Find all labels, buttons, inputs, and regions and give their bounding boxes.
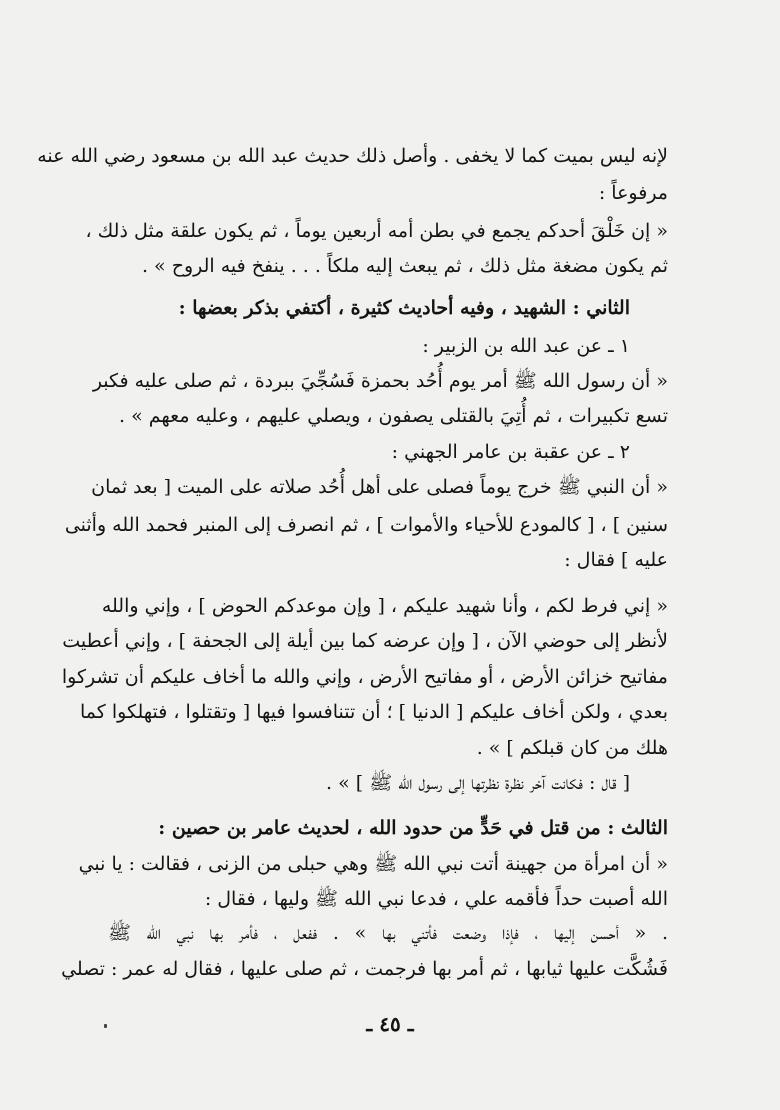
text-line: مرفوعاً : bbox=[598, 182, 668, 204]
section-heading-second: الثاني : الشهيد ، وفيه أحاديث كثيرة ، أكتفي بذكر بعضها : bbox=[178, 297, 630, 319]
scan-speck bbox=[104, 1024, 107, 1028]
text-line: « أن رسول الله ﷺ أمر يوم أُحُد بحمزة فَسُجِّيَ ببردة ، ثم صلى عليه فكبر bbox=[92, 370, 668, 392]
text-line: سنين ] ، [ كالمودع للأحياء والأموات ] ، ثم انصرف إلى المنبر فحمد الله وأثنى bbox=[64, 514, 668, 536]
page-number: ـ ٤٥ ـ bbox=[366, 1012, 414, 1036]
text-line: . « أحسن إليها ، فإذا وضعت فأتني بها » . ففعل ، فأمر بها نبي الله ﷺ bbox=[108, 922, 668, 944]
text-line: الله أصبت حداً فأقمه علي ، فدعا نبي الله ﷺ وليها ، فقال : bbox=[204, 888, 668, 910]
text-line: « أن امرأة من جهينة أتت نبي الله ﷺ وهي حبلى من الزنى ، فقالت : يا نبي bbox=[78, 853, 668, 875]
text-line: ١ ـ عن عبد الله بن الزبير : bbox=[422, 335, 630, 357]
text-line: هلك من كان قبلكم ] » . bbox=[476, 737, 668, 759]
text-line: عليه ] فقال : bbox=[564, 549, 668, 571]
text-line: لإنه ليس بميت كما لا يخفى . وأصل ذلك حديث عبد الله بن مسعود رضي الله عنه bbox=[37, 145, 668, 167]
text-line: [ قال : فكانت آخر نظرة نظرتها إلى رسول الله ﷺ ] » . bbox=[326, 772, 630, 794]
text-line: ثم يكون مضغة مثل ذلك ، ثم يبعث إليه ملكاً . . . ينفخ فيه الروح » . bbox=[141, 255, 668, 277]
text-line: « إني فرط لكم ، وأنا شهيد عليكم ، [ وإن موعدكم الحوض ] ، وإني والله bbox=[101, 595, 668, 617]
section-heading-third: الثالث : من قتل في حَدٍّ من حدود الله ، لحديث عامر بن حصين : bbox=[158, 817, 668, 839]
text-line: مفاتيح خزائن الأرض ، أو مفاتيح الأرض ، وإني والله ما أخاف عليكم أن تشركوا bbox=[61, 666, 668, 688]
text-line: فَشُكَّت عليها ثيابها ، ثم أمر بها فرجمت ، ثم صلى عليها ، فقال له عمر : تصلي bbox=[61, 958, 668, 980]
text-line: ٢ ـ عن عقبة بن عامر الجهني : bbox=[391, 441, 630, 463]
text-line: « أن النبي ﷺ خرج يوماً فصلى على أهل أُحُد صلاته على الميت [ بعد ثمان bbox=[91, 476, 668, 498]
text-line: تسع تكبيرات ، ثم أُتِيَ بالقتلى يصفون ، ويصلي عليهم ، وعليه معهم » . bbox=[119, 405, 668, 427]
text-line: بعدي ، ولكن أخاف عليكم [ الدنيا ] ؛ أن تتنافسوا فيها [ وتقتلوا ، فتهلكوا كما bbox=[80, 701, 668, 723]
text-line: « إن خَلْقَ أحدكم يجمع في بطن أمه أربعين يوماً ، ثم يكون علقة مثل ذلك ، bbox=[85, 220, 668, 242]
text-line: لأنظر إلى حوضي الآن ، [ وإن عرضه كما بين أيلة إلى الجحفة ] ، وإني أعطيت bbox=[62, 630, 668, 652]
